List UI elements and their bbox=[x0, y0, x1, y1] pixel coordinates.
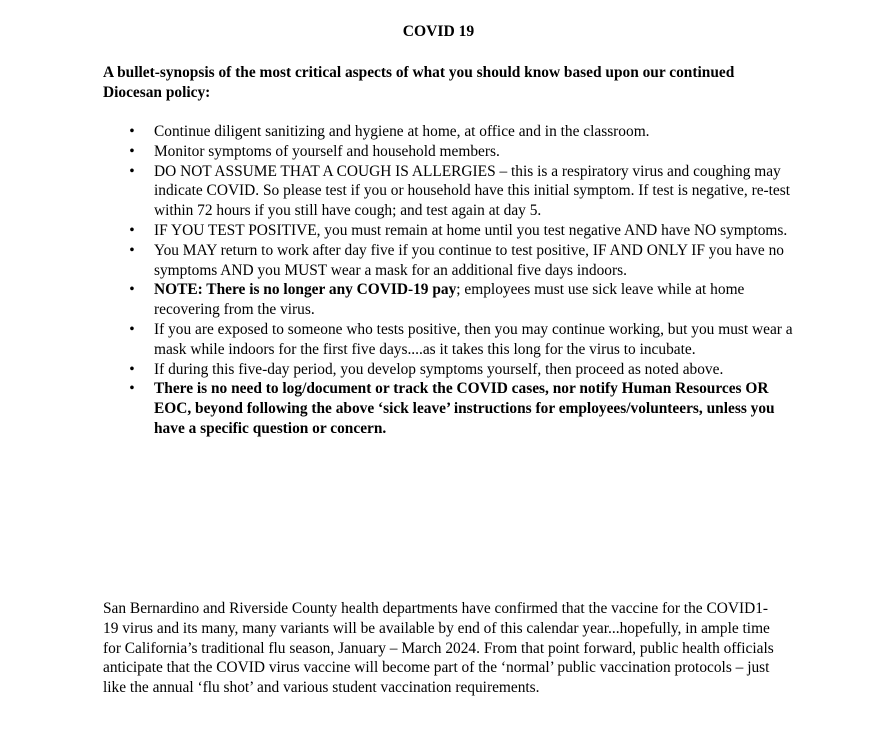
bullet-bold-text: NOTE: There is no longer any COVID-19 pay bbox=[154, 281, 457, 299]
document-title: COVID 19 bbox=[402, 23, 475, 40]
bullet-text: If you are exposed to someone who tests positive, then you may continue working, but you must wear a mask while indoors for the first five days....as it takes this long for the virus to incubate. bbox=[154, 320, 793, 358]
list-item bbox=[103, 280, 793, 320]
bullet-dot-icon: • bbox=[129, 360, 135, 378]
bullet-dot-icon: • bbox=[129, 123, 135, 140]
bullet-dot-icon: • bbox=[129, 221, 135, 239]
list-item bbox=[103, 122, 793, 142]
list-item bbox=[103, 162, 793, 221]
bullet-text: DO NOT ASSUME THAT A COUGH IS ALLERGIES – this is a respiratory virus and coughing may indicate COVID. So please test if you or household have this initial symptom. If test is negative, re-test within 72 hours if you still have cough; and test again at day 5. bbox=[154, 162, 791, 220]
list-item bbox=[103, 142, 793, 162]
list-item bbox=[103, 360, 793, 380]
list-item bbox=[103, 221, 793, 241]
bullet-text: Continue diligent sanitizing and hygiene at home, at office and in the classroom. bbox=[154, 123, 650, 140]
bullet-dot-icon: • bbox=[129, 241, 135, 259]
bullet-text: You MAY return to work after day five if you continue to test positive, IF AND ONLY IF you have no symptoms AND you MUST wear a mask for an additional five days indoors. bbox=[154, 241, 784, 279]
bullet-text: ; employees must use sick leave while at home recovering from the virus. bbox=[154, 281, 745, 319]
closing-paragraph: San Bernardino and Riverside County health departments have confirmed that the vaccine for the COVID1-19 virus and its many, many variants will be available by end of this calendar year...hopefully, in ample time for California’s traditional flu season, January – March 2024. From that point forward, public health officials anticipate that the COVID virus vaccine will become part of the ‘normal’ public vaccination protocols – just like the annual ‘flu shot’ and various student vaccination requirements. bbox=[103, 600, 774, 697]
bullet-dot-icon: • bbox=[129, 281, 135, 299]
bullet-text: If during this five-day period, you develop symptoms yourself, then proceed as noted above. bbox=[154, 360, 724, 378]
bullet-list bbox=[103, 122, 793, 439]
bullet-text: IF YOU TEST POSITIVE, you must remain at home until you test negative AND have NO symptoms. bbox=[154, 221, 788, 239]
bullet-dot-icon: • bbox=[129, 320, 135, 338]
bullet-dot-icon: • bbox=[129, 142, 135, 160]
bullet-text: Monitor symptoms of yourself and household members. bbox=[154, 142, 500, 160]
intro-paragraph: A bullet-synopsis of the most critical aspects of what you should know based upon our continued Diocesan policy: bbox=[103, 64, 735, 101]
list-item bbox=[103, 379, 793, 438]
list-item bbox=[103, 320, 793, 360]
bullet-dot-icon: • bbox=[129, 380, 135, 398]
list-item bbox=[103, 241, 793, 281]
bullet-bold-text: There is no need to log/document or track the COVID cases, nor notify Human Resources OR EOC, beyond following the above ‘sick leave’ instructions for employees/volunteers, unless you have a specific question or concern. bbox=[154, 380, 775, 437]
bullet-dot-icon: • bbox=[129, 162, 135, 180]
